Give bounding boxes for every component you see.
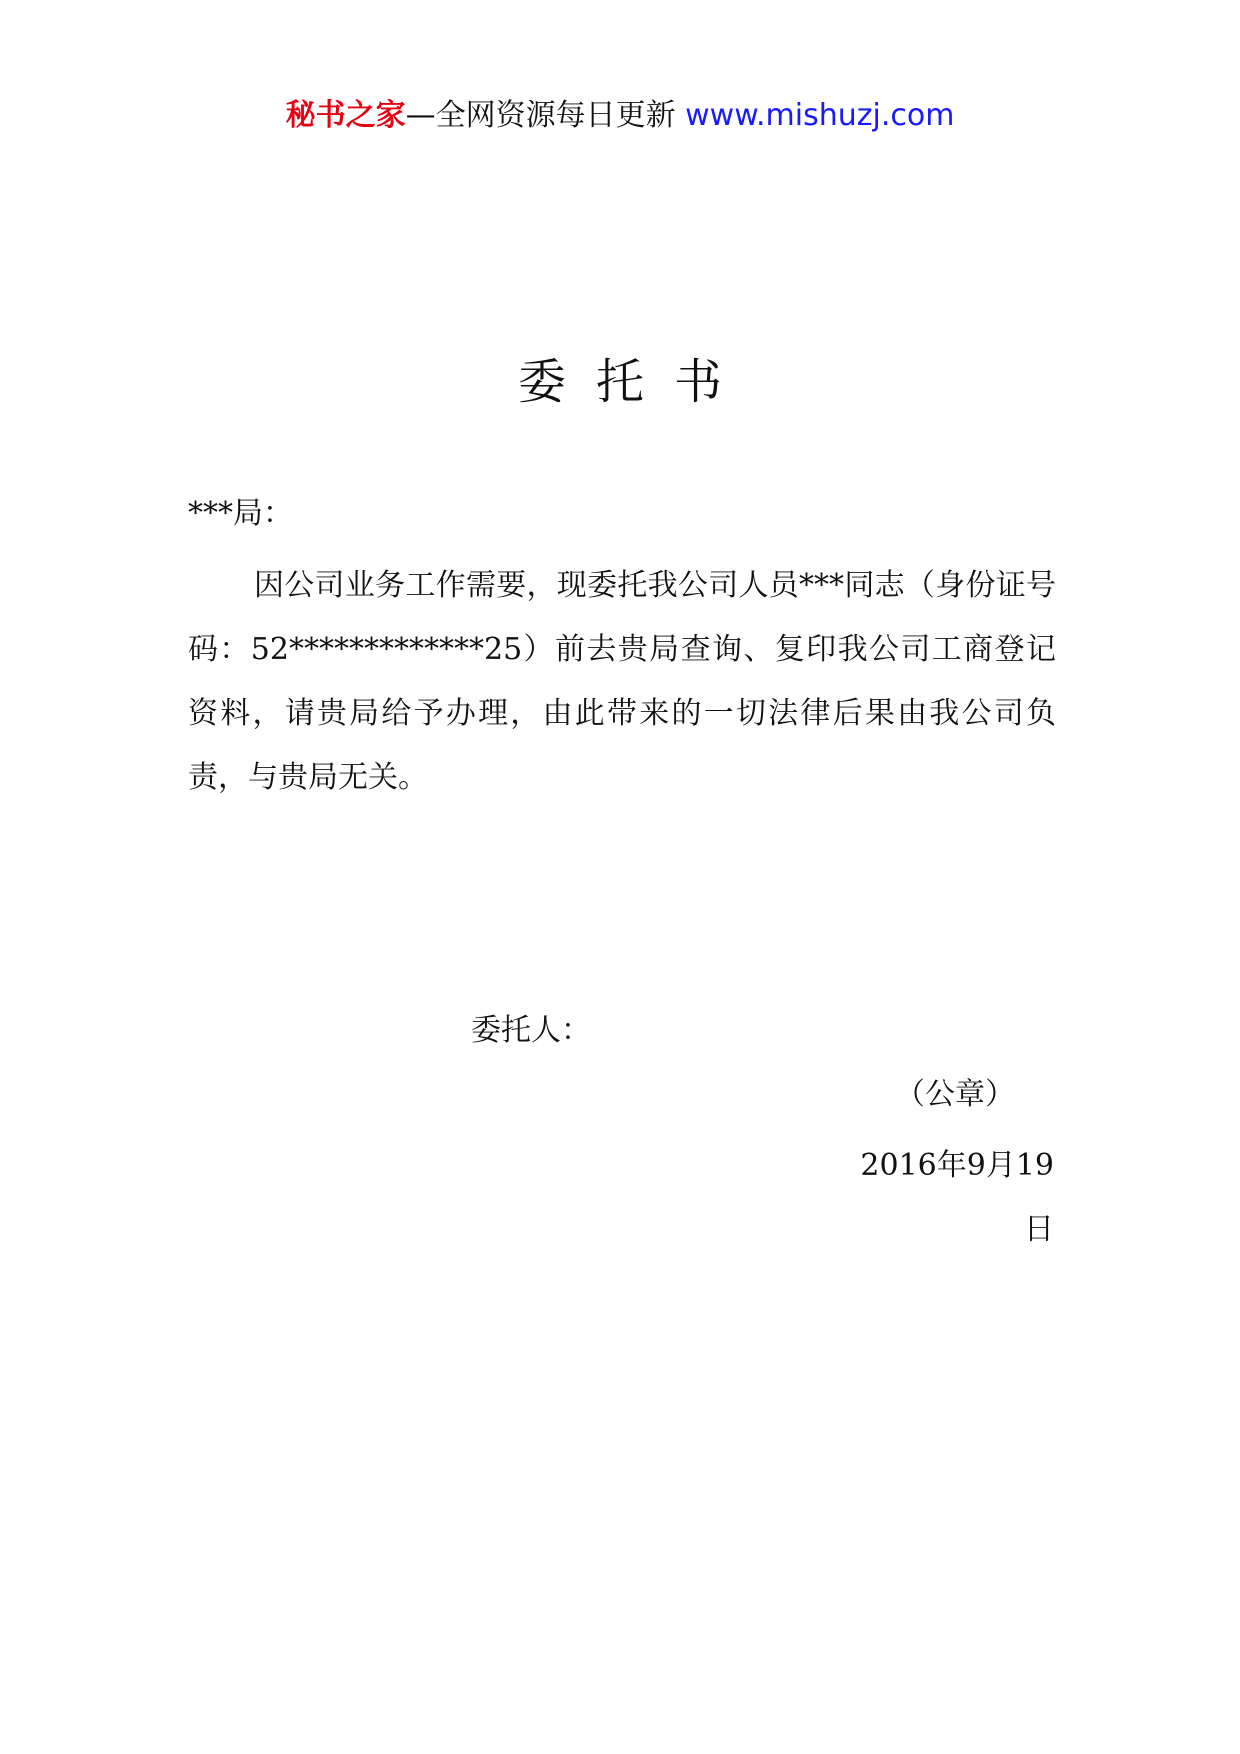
document-title: 委托书 <box>517 354 752 410</box>
seal-placeholder: （公章） <box>895 1077 1015 1112</box>
addressee: ***局： <box>188 496 293 531</box>
site-header <box>0 96 1240 136</box>
body-paragraph: 因公司业务工作需要，现委托我公司人员***同志（身份证号码：52*************25）前去贵局查询、复印我公司工商登记资料，请贵局给予办理，由此带来的一切法律后果由我公司负责，与贵局无关。 <box>188 568 1056 795</box>
header-tagline: —全网资源每日更新 <box>405 98 676 133</box>
signature-label: 委托人： <box>471 1013 591 1048</box>
brand-name: 秘书之家 <box>285 98 406 133</box>
site-url[interactable]: www.mishuzj.com <box>685 98 955 133</box>
document-date: 2016年9月19日 <box>860 1148 1054 1247</box>
